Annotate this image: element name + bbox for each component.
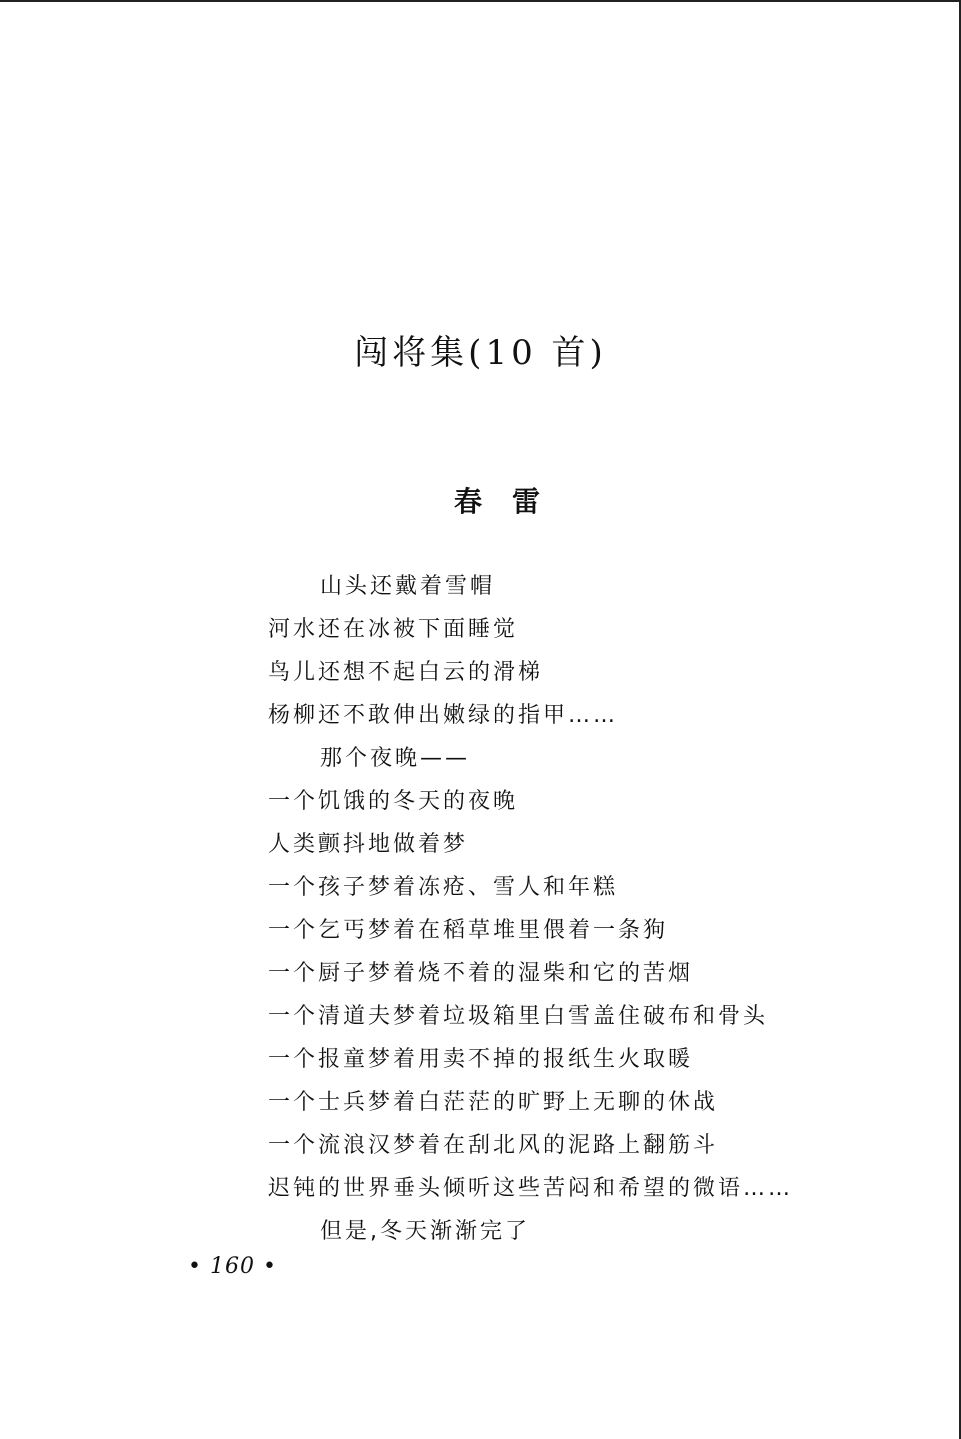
- poem-line: 杨柳还不敢伸出嫩绿的指甲……: [268, 703, 619, 728]
- poem-line: 一个孩子梦着冻疮、雪人和年糕: [268, 875, 619, 900]
- poem-line: 一个乞丐梦着在稻草堆里偎着一条狗: [268, 918, 669, 943]
- poem-body: [268, 565, 908, 1253]
- poem-line: 鸟儿还想不起白云的滑梯: [268, 660, 544, 685]
- page-number-value: 160: [209, 1254, 255, 1279]
- collection-title: 闯将集(10 首): [354, 333, 607, 373]
- poem-line: 那个夜晚——: [320, 746, 471, 771]
- poem-line: 山头还戴着雪帽: [320, 574, 496, 599]
- poem-line: 一个清道夫梦着垃圾箱里白雪盖住破布和骨头: [268, 1004, 769, 1029]
- page-border-top: [0, 0, 961, 2]
- page-number: [180, 1254, 285, 1279]
- poem-line: 一个厨子梦着烧不着的湿柴和它的苦烟: [268, 961, 694, 986]
- poem-title: 春雷: [454, 485, 571, 518]
- poem-line: 河水还在冰被下面睡觉: [268, 617, 519, 642]
- page-number-dot-right: •: [262, 1254, 277, 1279]
- poem-line: 一个报童梦着用卖不掉的报纸生火取暖: [268, 1047, 694, 1072]
- poem-line: 一个士兵梦着白茫茫的旷野上无聊的休战: [268, 1090, 719, 1115]
- page-number-dot-left: •: [188, 1254, 202, 1279]
- poem-line: 迟钝的世界垂头倾听这些苦闷和希望的微语……: [268, 1176, 794, 1201]
- poem-line: 人类颤抖地做着梦: [268, 832, 469, 857]
- poem-line: 一个流浪汉梦着在刮北风的泥路上翻筋斗: [268, 1133, 719, 1158]
- poem-line: 但是,冬天渐渐完了: [320, 1219, 530, 1244]
- poem-line: 一个饥饿的冬天的夜晚: [268, 789, 519, 814]
